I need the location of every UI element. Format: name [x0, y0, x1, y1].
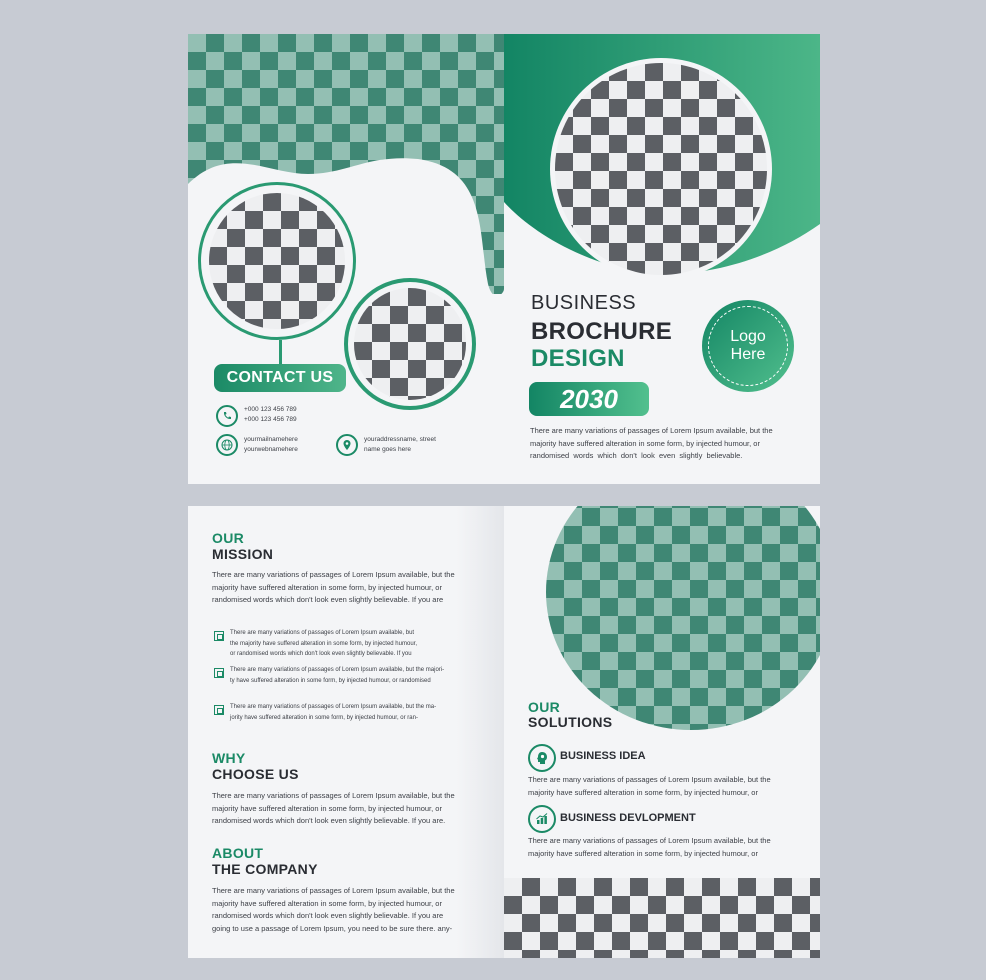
chart-growth-icon	[528, 805, 556, 833]
about-title-1: ABOUT	[212, 845, 264, 861]
cover-body-line-1: There are many variations of passages of Lorem Ipsum available, but the	[530, 426, 773, 435]
bullet-2-line-1: There are many variations of passages of Lorem Ipsum available, but the majori-	[230, 667, 445, 673]
bullet-3-line-1: There are many variations of passages of Lorem Ipsum available, but the ma-	[230, 704, 437, 710]
year-badge	[529, 382, 649, 416]
photo-circle-large	[198, 182, 356, 340]
contact-us-badge	[214, 364, 346, 392]
cover-title-line-2: BROCHURE	[531, 318, 673, 345]
logo-placeholder	[702, 300, 794, 392]
solution-2-body-line-1: There are many variations of passages of Lorem Ipsum available, but the	[528, 836, 771, 845]
photo-placeholder-footer	[504, 878, 820, 958]
address-line-1: youraddressname, street	[364, 436, 436, 443]
bullet-2-line-2: ty have suffered alteration in some form, by injected humour, or randomised	[230, 677, 431, 684]
about-body	[212, 885, 455, 935]
about-title-2: THE COMPANY	[212, 861, 318, 877]
bullet-1-line-3: or randomised words which don't look even slightly believable. If you	[230, 651, 412, 657]
solutions-title-1: OUR	[528, 699, 561, 715]
cover-title-line-3: DESIGN	[531, 345, 625, 372]
solution-1-body-line-2: majority have suffered alteration in some form, by injected humour, or	[528, 787, 758, 797]
solution-2-body-line-2: majority have suffered alteration in some form, by injected humour, or	[528, 848, 758, 858]
mission-title-2: MISSION	[212, 546, 274, 562]
bullet-3-line-2: jority have suffered alteration in some form, by injected humour, or ran-	[230, 714, 418, 721]
connector-line	[279, 340, 282, 366]
about-body-line-1: There are many variations of passages of Lorem Ipsum available, but the	[212, 886, 455, 895]
why-body-line-2: majority have suffered alteration in some form, by injected humour, or	[212, 803, 442, 813]
phone-2: +000 123 456 789	[244, 416, 297, 423]
about-body-line-2: majority have suffered alteration in some form, by injected humour, or	[212, 898, 442, 908]
checkbox-icon	[214, 705, 224, 715]
phone-1: +000 123 456 789	[244, 406, 297, 413]
bullet-1-line-1: There are many variations of passages of Lorem Ipsum available, but	[230, 630, 415, 636]
checkbox-icon	[214, 668, 224, 678]
why-body-line-3: randomised words which don't look even slightly believable. If you are.	[212, 816, 446, 825]
inside-right-page	[504, 506, 820, 958]
inside-left-page	[188, 506, 504, 958]
mission-body-line-3: randomised words which don't look even slightly believable. If you are	[212, 595, 444, 604]
solution-1-title: BUSINESS IDEA	[560, 750, 646, 762]
front-cover-page	[504, 34, 820, 484]
cover-body	[530, 425, 796, 463]
back-cover-page	[188, 34, 504, 484]
phone-icon	[216, 405, 238, 427]
cover-year: 2030	[560, 384, 618, 414]
mission-body-line-2: majority have suffered alteration in some form, by injected humour, or	[212, 582, 442, 592]
location-icon	[336, 434, 358, 456]
cover-title-line-1: BUSINESS	[531, 292, 637, 314]
cover-body-line-2: majority have suffered alteration in some form, by injected humour, or	[530, 438, 760, 448]
solutions-title-2: SOLUTIONS	[528, 714, 613, 730]
mission-body-line-1: There are many variations of passages of Lorem Ipsum available, but the	[212, 570, 455, 579]
contact-title: CONTACT US	[226, 369, 334, 386]
email-text: yourmailnamehere	[244, 436, 298, 443]
idea-head-icon	[528, 744, 556, 772]
solutions-photo-circle	[546, 506, 820, 730]
bullet-3	[230, 702, 436, 723]
solution-1-body-line-1: There are many variations of passages of Lorem Ipsum available, but the	[528, 775, 771, 784]
mission-title-1: OUR	[212, 530, 245, 546]
about-body-line-3: randomised words which don't look even slightly believable. If you are	[212, 911, 444, 920]
bullet-1-line-2: the majority have suffered alteration in some form, by injected humour,	[230, 640, 417, 647]
solution-2-title: BUSINESS DEVLOPMENT	[560, 812, 696, 824]
why-body	[212, 790, 455, 828]
cover-photo-circle	[550, 58, 772, 280]
logo-text-1: Logo	[730, 328, 766, 345]
logo-text-2: Here	[730, 346, 766, 363]
about-body-line-4: going to use a passage of Lorem Ipsum, you need to be sure there. any-	[212, 923, 453, 933]
globe-icon	[216, 434, 238, 456]
photo-circle-small	[344, 278, 476, 410]
mission-body	[212, 569, 455, 607]
cover-body-line-3: randomised words which don't look even slightly believable.	[530, 451, 743, 460]
bullet-2	[230, 665, 444, 686]
solution-1-body	[528, 774, 771, 799]
why-body-line-1: There are many variations of passages of Lorem Ipsum available, but the	[212, 791, 455, 800]
why-title-2: CHOOSE US	[212, 766, 299, 782]
solution-2-body	[528, 835, 771, 860]
why-title-1: WHY	[212, 750, 246, 766]
bullet-1	[230, 628, 417, 660]
address-line-2: name goes here	[364, 446, 411, 453]
web-text: yourwebnamehere	[244, 446, 298, 453]
checkbox-icon	[214, 631, 224, 641]
